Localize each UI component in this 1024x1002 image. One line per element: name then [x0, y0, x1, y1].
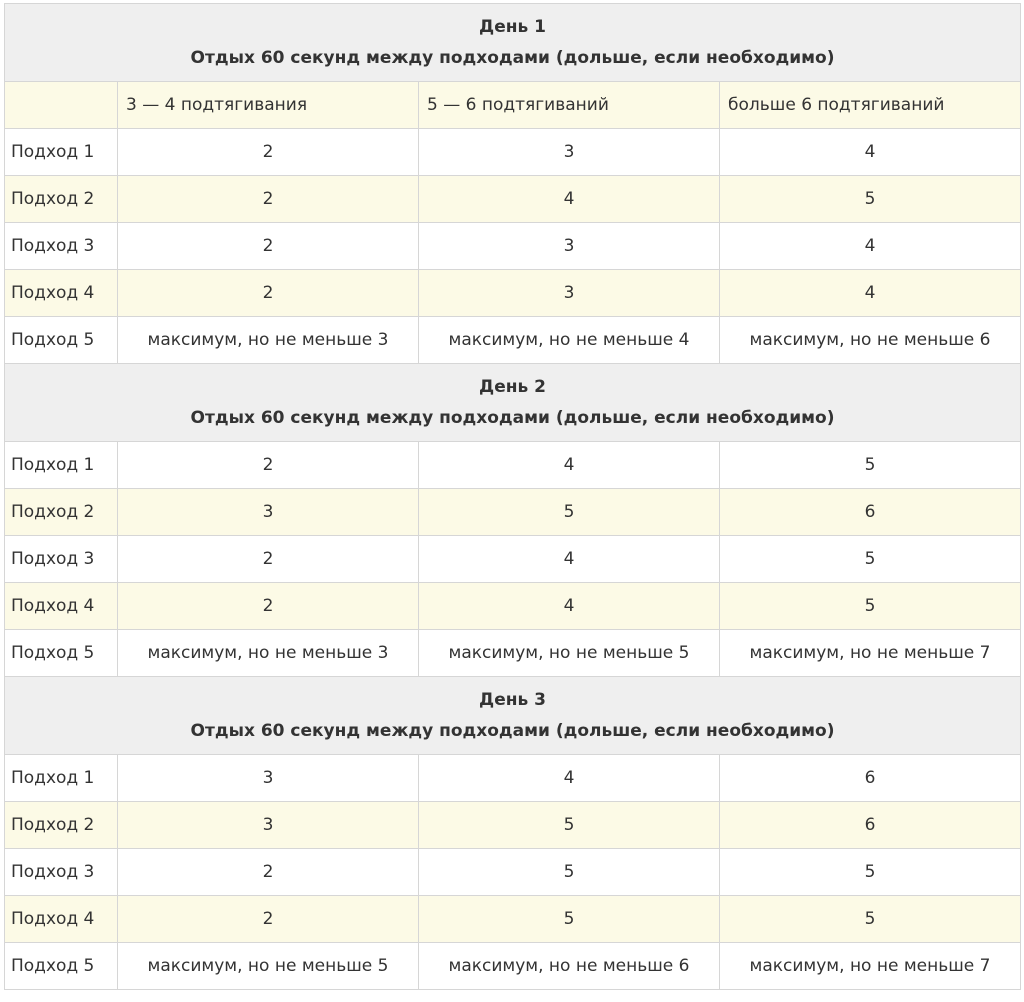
set-label: Подход 3 — [5, 849, 118, 896]
day-title: День 3 — [479, 689, 546, 710]
set-label: Подход 1 — [5, 442, 118, 489]
day-title: День 1 — [479, 16, 546, 37]
rep-value: максимум, но не меньше 3 — [118, 630, 419, 677]
set-label: Подход 5 — [5, 943, 118, 990]
rep-value: максимум, но не меньше 7 — [720, 943, 1021, 990]
rep-value: 3 — [419, 129, 720, 176]
rep-value: 4 — [720, 223, 1021, 270]
day-title: День 2 — [479, 376, 546, 397]
rep-value: максимум, но не меньше 5 — [118, 943, 419, 990]
set-label: Подход 1 — [5, 755, 118, 802]
rep-value: 6 — [720, 489, 1021, 536]
rep-value: максимум, но не меньше 6 — [720, 317, 1021, 364]
level-header: 3 — 4 подтягивания — [118, 82, 419, 129]
rep-value: 5 — [419, 802, 720, 849]
level-header: 5 — 6 подтягиваний — [419, 82, 720, 129]
rep-value: максимум, но не меньше 7 — [720, 630, 1021, 677]
rep-value: 5 — [720, 896, 1021, 943]
rest-note: Отдых 60 секунд между подходами (дольше, если необходимо) — [190, 720, 835, 741]
rep-value: максимум, но не меньше 6 — [419, 943, 720, 990]
set-label: Подход 2 — [5, 489, 118, 536]
set-label: Подход 4 — [5, 583, 118, 630]
table-row — [5, 630, 1021, 677]
set-label: Подход 3 — [5, 536, 118, 583]
rep-value: 6 — [720, 755, 1021, 802]
rep-value: 4 — [720, 129, 1021, 176]
rep-value: 2 — [118, 129, 419, 176]
rep-value: максимум, но не меньше 4 — [419, 317, 720, 364]
rep-value: 3 — [118, 802, 419, 849]
rep-value: 5 — [720, 536, 1021, 583]
pullup-program-table — [4, 3, 1021, 990]
rep-value: 3 — [419, 223, 720, 270]
rep-value: максимум, но не меньше 5 — [419, 630, 720, 677]
rest-note: Отдых 60 секунд между подходами (дольше, если необходимо) — [190, 47, 835, 68]
day-header-row — [5, 677, 1021, 755]
level-header: больше 6 подтягиваний — [720, 82, 1021, 129]
table-row — [5, 943, 1021, 990]
set-label: Подход 5 — [5, 317, 118, 364]
rep-value: 2 — [118, 896, 419, 943]
rep-value: 5 — [720, 176, 1021, 223]
rep-value: максимум, но не меньше 3 — [118, 317, 419, 364]
day-header — [5, 4, 1021, 82]
rep-value: 2 — [118, 223, 419, 270]
rep-value: 4 — [720, 270, 1021, 317]
rep-value: 5 — [419, 849, 720, 896]
rep-value: 6 — [720, 802, 1021, 849]
day-header-row — [5, 4, 1021, 82]
rep-value: 2 — [118, 583, 419, 630]
set-label: Подход 2 — [5, 176, 118, 223]
rep-value: 3 — [118, 755, 419, 802]
rep-value: 5 — [720, 849, 1021, 896]
table-row — [5, 176, 1021, 223]
rep-value: 4 — [419, 755, 720, 802]
rep-value: 4 — [419, 176, 720, 223]
rep-value: 2 — [118, 849, 419, 896]
rep-value: 3 — [419, 270, 720, 317]
table-row — [5, 583, 1021, 630]
table-row — [5, 896, 1021, 943]
table-row — [5, 536, 1021, 583]
rep-value: 2 — [118, 536, 419, 583]
rep-value: 5 — [720, 442, 1021, 489]
table-row — [5, 849, 1021, 896]
set-label: Подход 1 — [5, 129, 118, 176]
rep-value: 3 — [118, 489, 419, 536]
levels-corner-cell — [5, 82, 118, 129]
rep-value: 5 — [419, 489, 720, 536]
rest-note: Отдых 60 секунд между подходами (дольше, если необходимо) — [190, 407, 835, 428]
table-row — [5, 442, 1021, 489]
rep-value: 2 — [118, 442, 419, 489]
set-label: Подход 2 — [5, 802, 118, 849]
rep-value: 5 — [720, 583, 1021, 630]
table-row — [5, 802, 1021, 849]
set-label: Подход 4 — [5, 896, 118, 943]
rep-value: 4 — [419, 536, 720, 583]
table-row — [5, 317, 1021, 364]
levels-row — [5, 82, 1021, 129]
rep-value: 4 — [419, 442, 720, 489]
table-row — [5, 223, 1021, 270]
set-label: Подход 4 — [5, 270, 118, 317]
rep-value: 2 — [118, 176, 419, 223]
rep-value: 5 — [419, 896, 720, 943]
day-header — [5, 677, 1021, 755]
table-row — [5, 489, 1021, 536]
table-row — [5, 755, 1021, 802]
set-label: Подход 3 — [5, 223, 118, 270]
table-row — [5, 270, 1021, 317]
day-header-row — [5, 364, 1021, 442]
rep-value: 4 — [419, 583, 720, 630]
rep-value: 2 — [118, 270, 419, 317]
set-label: Подход 5 — [5, 630, 118, 677]
table-row — [5, 129, 1021, 176]
day-header — [5, 364, 1021, 442]
